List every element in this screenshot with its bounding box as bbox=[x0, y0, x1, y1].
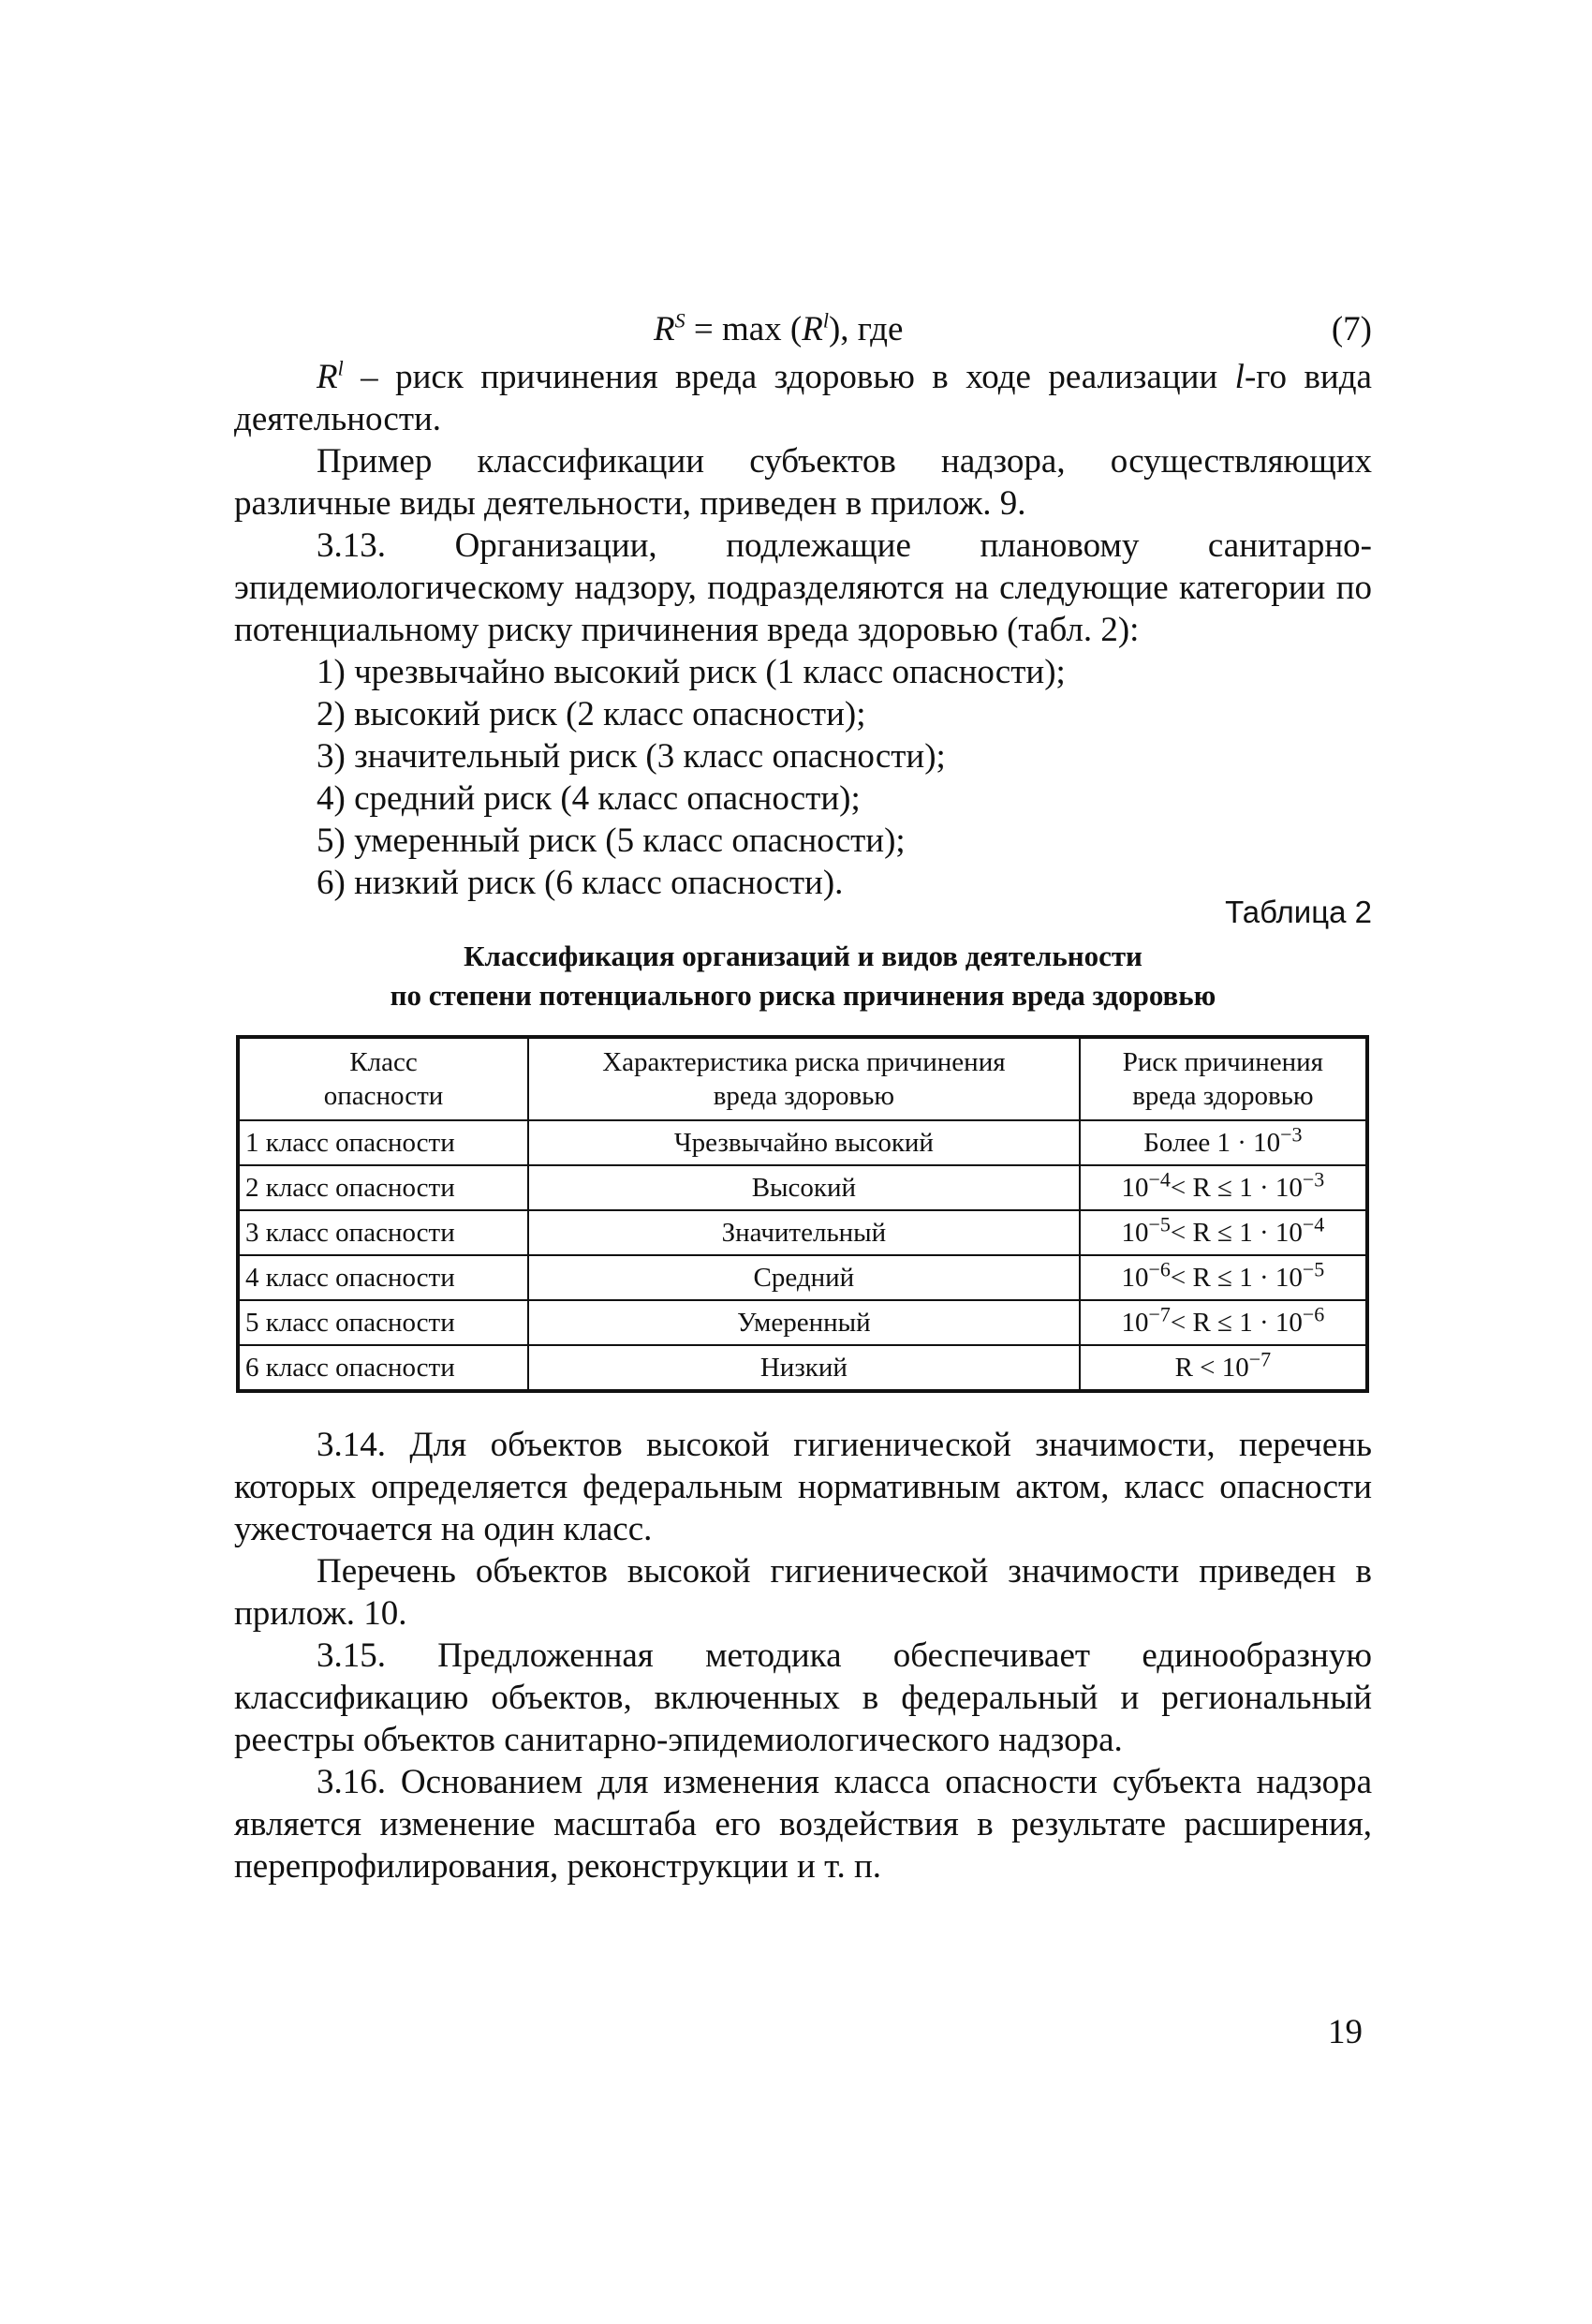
paragraph-example: Пример классификации субъектов надзора, осуществляющих различные виды деятельности, приведен в прилож. 9. bbox=[234, 442, 1372, 523]
text-lower bbox=[234, 1424, 1372, 1887]
cell-risk: $R < 10^{-7}$ bbox=[1080, 1345, 1367, 1391]
header-hazard-class: Класс опасности bbox=[238, 1037, 528, 1120]
cell-class: 5 класс опасности bbox=[238, 1300, 528, 1345]
cell-characteristic: Средний bbox=[528, 1255, 1080, 1300]
formula-number: (7) bbox=[1331, 310, 1372, 348]
table-row bbox=[238, 1210, 1367, 1255]
cell-class: 4 класс опасности bbox=[238, 1255, 528, 1300]
list-item: 6) низкий риск (6 класс опасности). bbox=[317, 864, 844, 902]
cell-characteristic: Высокий bbox=[528, 1165, 1080, 1210]
cell-characteristic: Умеренный bbox=[528, 1300, 1080, 1345]
cell-risk: $10^{-4}< R \le 1 \cdot 10^{-3}$ bbox=[1080, 1165, 1367, 1210]
table-row bbox=[238, 1345, 1367, 1391]
cell-characteristic: Чрезвычайно высокий bbox=[528, 1120, 1080, 1165]
page-number: 19 bbox=[1328, 2013, 1363, 2051]
cell-characteristic: Низкий bbox=[528, 1345, 1080, 1391]
list-item: 2) высокий риск (2 класс опасности); bbox=[317, 695, 866, 733]
table-row bbox=[238, 1165, 1367, 1210]
risk-classification-table bbox=[236, 1035, 1369, 1393]
cell-class: 6 класс опасности bbox=[238, 1345, 528, 1391]
paragraph-3-13: 3.13. Организации, подлежащие плановому санитарно-эпидемиологическому надзору, подразделяются на следующие категории по потенциальному риску причинения вреда здоровью (табл. 2): bbox=[234, 526, 1372, 649]
table-row bbox=[238, 1300, 1367, 1345]
header-risk-characteristic: Характеристика риска причинения вреда здоровью bbox=[528, 1037, 1080, 1120]
definition-paragraph: $R^l$ – риск причинения вреда здоровью в ходе реализации l-го вида деятельности. bbox=[234, 356, 1372, 438]
cell-characteristic: Значительный bbox=[528, 1210, 1080, 1255]
cell-risk: $10^{-7}< R \le 1 \cdot 10^{-6}$ bbox=[1080, 1300, 1367, 1345]
table-title-line: по степени потенциального риска причинения вреда здоровью bbox=[390, 979, 1216, 1012]
table-label: Таблица 2 bbox=[1225, 895, 1372, 929]
paragraph-3-15: 3.15. Предложенная методика обеспечивает единообразную классификацию объектов, включенных в федеральный и региональный реестры объектов санитарно-эпидемиологического надзора. bbox=[234, 1636, 1372, 1759]
formula-expression: $R^S = \max (R^l)$, где bbox=[654, 308, 904, 348]
paragraph-3-14: 3.14. Для объектов высокой гигиенической значимости, перечень которых определяется федеральным нормативным актом, класс опасности ужесточается на один класс. bbox=[234, 1426, 1372, 1548]
list-item: 4) средний риск (4 класс опасности); bbox=[317, 779, 861, 818]
table-header-row bbox=[238, 1037, 1367, 1120]
formula-7 bbox=[234, 309, 1372, 352]
table-row bbox=[238, 1255, 1367, 1300]
table-title bbox=[234, 937, 1372, 1015]
cell-class: 2 класс опасности bbox=[238, 1165, 528, 1210]
table-title-line: Классификация организаций и видов деятельности bbox=[464, 940, 1142, 972]
cell-class: 3 класс опасности bbox=[238, 1210, 528, 1255]
paragraph-list-reference: Перечень объектов высокой гигиенической значимости приведен в прилож. 10. bbox=[234, 1552, 1372, 1633]
header-risk-value: Риск причинения вреда здоровью bbox=[1080, 1037, 1367, 1120]
cell-class: 1 класс опасности bbox=[238, 1120, 528, 1165]
table-row bbox=[238, 1120, 1367, 1165]
cell-risk: Более $1 \cdot 10^{-3}$ bbox=[1080, 1120, 1367, 1165]
cell-risk: $10^{-5}< R \le 1 \cdot 10^{-4}$ bbox=[1080, 1210, 1367, 1255]
cell-risk: $10^{-6}< R \le 1 \cdot 10^{-5}$ bbox=[1080, 1255, 1367, 1300]
list-item: 3) значительный риск (3 класс опасности); bbox=[317, 737, 946, 776]
list-item: 5) умеренный риск (5 класс опасности); bbox=[317, 822, 906, 860]
text-upper bbox=[234, 356, 1372, 904]
list-item: 1) чрезвычайно высокий риск (1 класс опасности); bbox=[317, 653, 1066, 691]
paragraph-3-16: 3.16. Основанием для изменения класса опасности субъекта надзора является изменение масштаба его воздействия в результате расширения, перепрофилирования, реконструкции и т. п. bbox=[234, 1763, 1372, 1886]
